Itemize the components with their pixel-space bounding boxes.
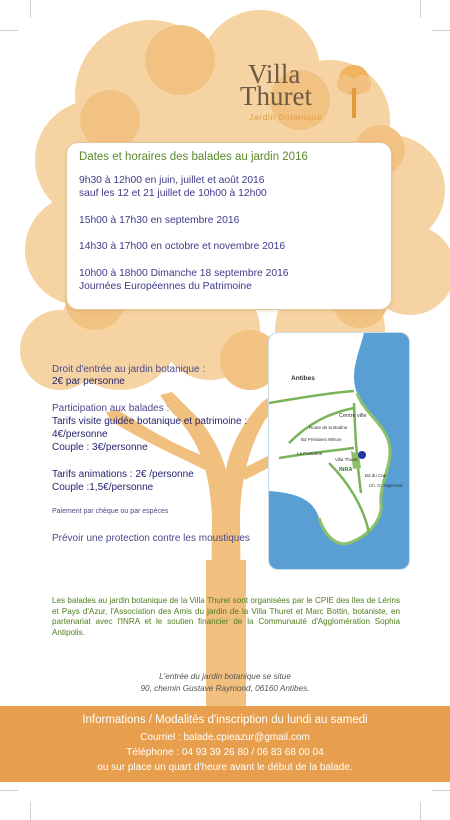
schedule-line: 15h00 à 17h30 en septembre 2016 [79, 215, 240, 226]
map-inra-label: INRA [339, 467, 353, 473]
logo-subtitle: Jardin Botanique [249, 112, 323, 122]
guided-tour-price: 4€/personne [52, 429, 108, 440]
logo-word-thuret: Thuret [240, 81, 312, 111]
schedule-line: 9h30 à 12h00 en juin, juillet et août 2016 [79, 175, 265, 186]
payment-note: Paiement par chèque ou par espèces [52, 508, 169, 515]
entry-fee-price: 2€ par personne [52, 376, 125, 387]
entry-fee-label: Droit d'entrée au jardin botanique : [52, 364, 206, 375]
map-road-label: La Fontonne [297, 451, 323, 456]
mosquito-note: Prévoir une protection contre les moustiques [52, 533, 250, 544]
map-road-label: Bd Président Wilson [301, 437, 342, 442]
address-line1: L'entrée du jardin botanique se situe [159, 672, 291, 681]
location-map [268, 332, 410, 570]
guided-tour-couple: Couple : 3€/personne [52, 442, 148, 453]
partners-paragraph: Les balades au jardin botanique de la Villa Thuret sont organisées par le CPIE des Iles de Lérins et Pays d'Azur, l'Association des Amis du jardin de la Villa Thuret et Marc Bottin, botaniste, en partenariat avec l'INRA et le soutien financier de la Communauté d'Agglomération Sophia Antipolis. [52, 596, 400, 637]
logo-tree-icon [336, 62, 372, 122]
participation-label: Participation aux balades : [52, 403, 170, 414]
map-city-label: Antibes [291, 375, 315, 382]
map-place-label: Villa Thuret [335, 457, 358, 462]
villa-thuret-logo [240, 60, 380, 130]
map-drawing [269, 333, 409, 569]
map-road-label: Route de la Badine [309, 425, 348, 430]
animation-price: Tarifs animations : 2€ /personne [52, 469, 194, 480]
schedule-line: 10h00 à 18h00 Dimanche 18 septembre 2016 [79, 268, 289, 279]
contact-heading: Informations / Modalités d'inscription du lundi au samedi [82, 714, 368, 726]
schedule-title: Dates et horaires des balades au jardin 2016 [79, 151, 308, 163]
schedule-line: sauf les 12 et 21 juillet de 10h00 à 12h00 [79, 188, 267, 199]
contact-phone: Téléphone : 04 93 39 26 80 / 06 83 68 00 04 [126, 747, 324, 758]
map-road-label: Bd du Cap [365, 473, 387, 478]
contact-onsite: ou sur place un quart d'heure avant le début de la balade. [97, 762, 353, 773]
schedule-line: 14h30 à 17h00 en octobre et novembre 2016 [79, 241, 286, 252]
schedule-line: Journées Européennes du Patrimoine [79, 281, 252, 292]
animation-couple: Couple :1,5€/personne [52, 482, 154, 493]
map-center-label: Centre ville [339, 413, 367, 419]
guided-tour-label: Tarifs visite guidée botanique et patrimoine : [52, 416, 248, 427]
schedule-card [66, 142, 392, 310]
logo-word-villa: Villa [248, 59, 301, 89]
map-road-label: Ch. G. Raymond [369, 483, 403, 488]
contact-band [0, 706, 450, 782]
contact-email: Courriel : balade.cpieazur@gmail.com [140, 732, 310, 743]
address-line2: 90, chemin Gustave Raymond, 06160 Antibes. [140, 684, 310, 693]
